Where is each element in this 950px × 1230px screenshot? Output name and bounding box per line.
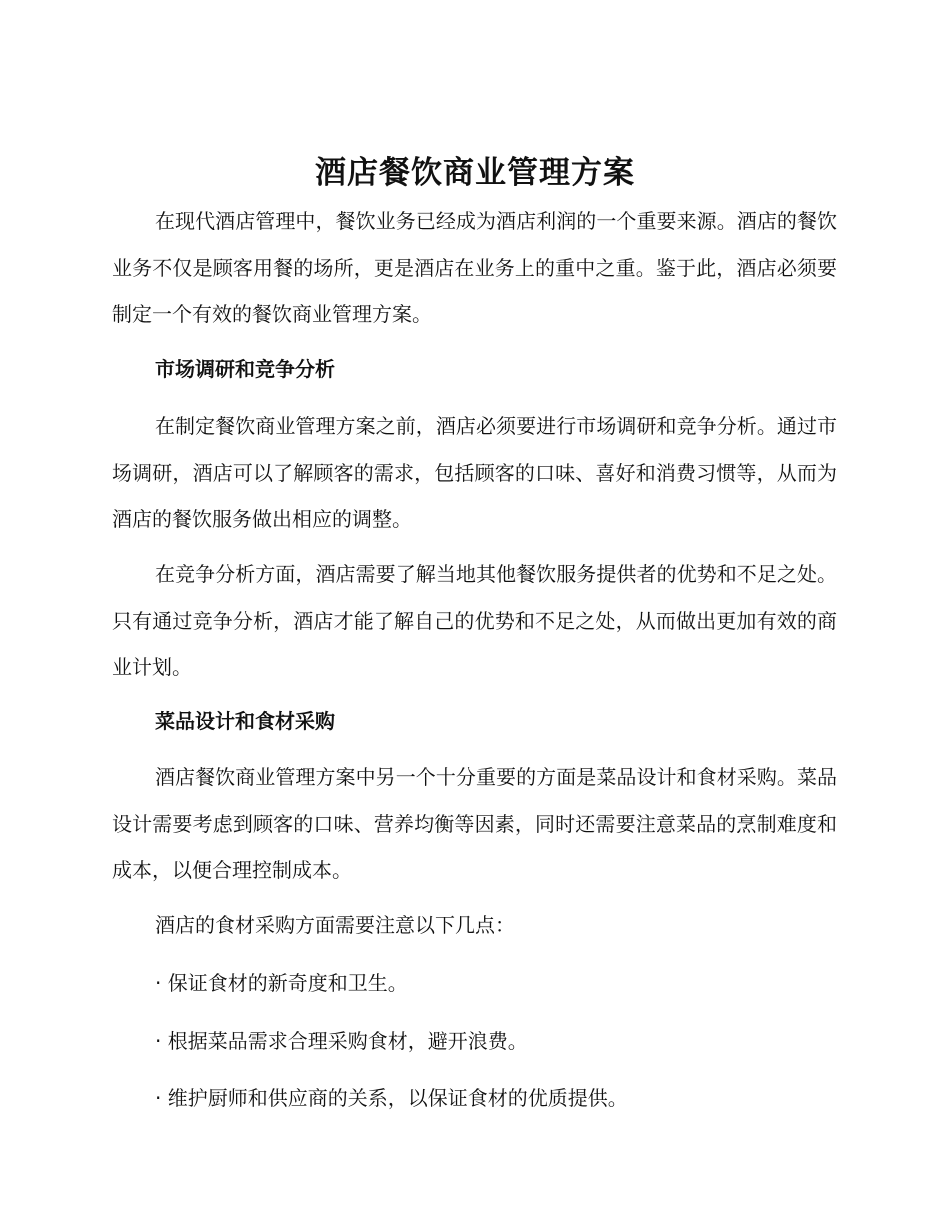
procurement-bullet-3: · 维护厨师和供应商的关系，以保证食材的优质提供。 xyxy=(155,1086,628,1110)
intro-paragraph: 在现代酒店管理中，餐饮业务已经成为酒店利润的一个重要来源。酒店的餐饮业务不仅是顾客用餐的场所，更是酒店在业务上的重中之重。鉴于此，酒店必须要制定一个有效的餐饮商业管理方案。 xyxy=(112,209,837,326)
section-heading-market-research: 市场调研和竞争分析 xyxy=(155,357,335,381)
procurement-bullet-2: · 根据菜品需求合理采购食材，避开浪费。 xyxy=(155,1029,528,1053)
procurement-bullet-1: · 保证食材的新奇度和卫生。 xyxy=(155,971,408,995)
market-research-paragraph: 在制定餐饮商业管理方案之前，酒店必须要进行市场调研和竞争分析。通过市场调研，酒店可以了解顾客的需求，包括顾客的口味、喜好和消费习惯等，从而为酒店的餐饮服务做出相应的调整。 xyxy=(112,414,837,531)
menu-design-paragraph: 酒店餐饮商业管理方案中另一个十分重要的方面是菜品设计和食材采购。菜品设计需要考虑到顾客的口味、营养均衡等因素，同时还需要注意菜品的烹制难度和成本，以便合理控制成本。 xyxy=(112,765,837,882)
section-heading-menu-design: 菜品设计和食材采购 xyxy=(155,709,335,733)
procurement-lead-text: 酒店的食材采购方面需要注意以下几点： xyxy=(155,913,515,937)
document-title: 酒店餐饮商业管理方案 xyxy=(315,155,635,191)
competition-analysis-paragraph: 在竞争分析方面，酒店需要了解当地其他餐饮服务提供者的优势和不足之处。只有通过竞争分析，酒店才能了解自己的优势和不足之处，从而做出更加有效的商业计划。 xyxy=(112,562,837,679)
